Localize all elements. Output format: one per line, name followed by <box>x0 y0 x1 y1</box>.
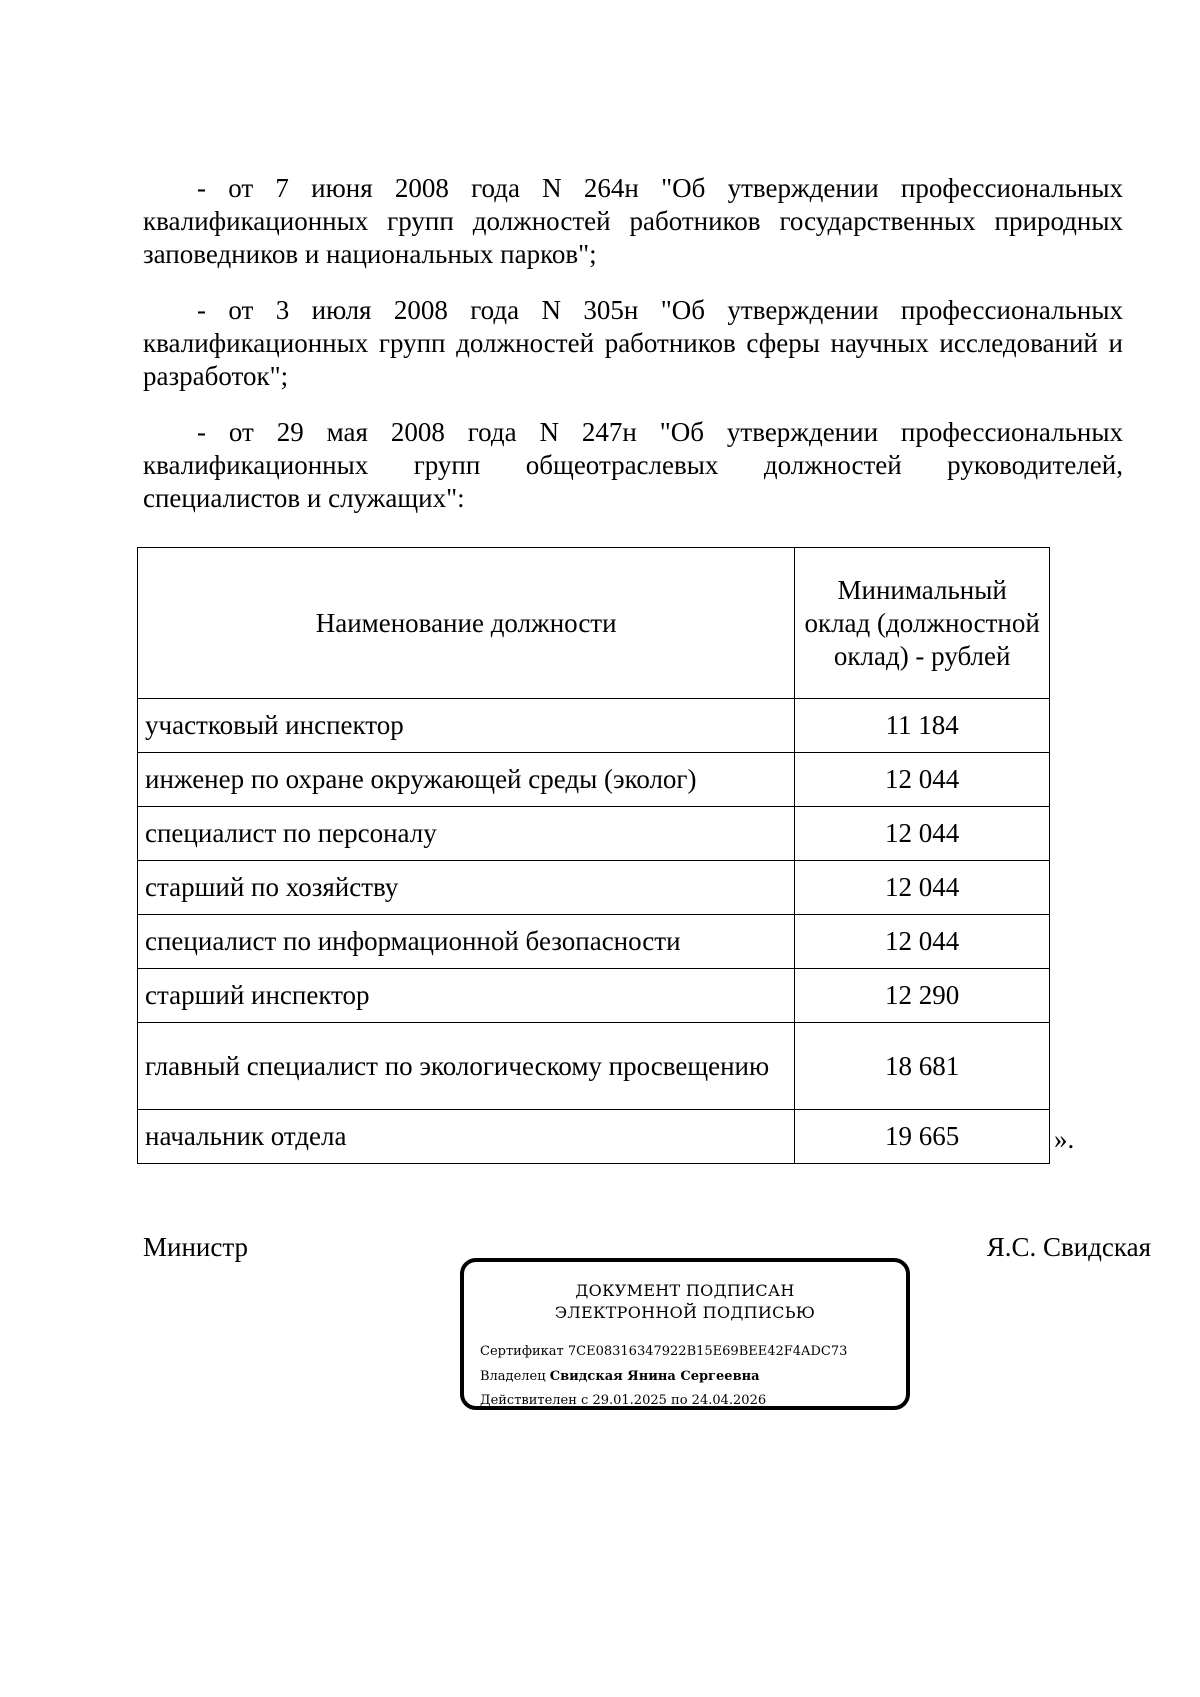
salary-value-cell: 12 044 <box>795 915 1050 969</box>
stamp-owner <box>480 1368 760 1386</box>
salary-value-cell: 12 044 <box>795 807 1050 861</box>
electronic-signature-stamp <box>460 1258 910 1410</box>
salary-value-cell: 11 184 <box>795 699 1050 753</box>
salary-value-cell: 19 665 <box>795 1110 1050 1164</box>
salary-value-cell: 12 044 <box>795 861 1050 915</box>
salary-table <box>137 547 1050 1164</box>
table-row <box>138 699 1050 753</box>
stamp-validity <box>480 1392 766 1410</box>
stamp-title-line: ЭЛЕКТРОННОЙ ПОДПИСЬЮ <box>554 1303 816 1322</box>
position-name-cell: участковый инспектор <box>138 699 795 753</box>
validity-to-label: по <box>671 1393 688 1408</box>
certificate-label: Сертификат <box>480 1344 564 1359</box>
owner-label: Владелец <box>480 1369 546 1384</box>
stamp-title <box>464 1280 906 1324</box>
position-name-cell: старший инспектор <box>138 969 795 1023</box>
certificate-value: 7CE08316347922B15E69BEE42F4ADC73 <box>567 1344 848 1359</box>
valid-to: 24.04.2026 <box>691 1393 767 1408</box>
salary-value-cell: 12 044 <box>795 753 1050 807</box>
salary-table-header-row <box>138 548 1050 699</box>
table-row <box>138 861 1050 915</box>
position-name-cell: старший по хозяйству <box>138 861 795 915</box>
paragraph-order-247n: - от 29 мая 2008 года N 247н "Об утверждении профессиональных квалификационных групп общеотраслевых должностей руководителей, специалистов и служащих": <box>143 417 1123 513</box>
header-position-name: Наименование должности <box>138 548 795 699</box>
position-name-cell: начальник отдела <box>138 1110 795 1164</box>
position-name-cell: главный специалист по экологическому просвещению <box>138 1023 795 1110</box>
signer-position: Министр <box>143 1232 248 1262</box>
salary-value-cell: 18 681 <box>795 1023 1050 1110</box>
closing-quote-mark: ». <box>1054 1124 1075 1154</box>
owner-value: Свидская Янина Сергеевна <box>549 1369 760 1384</box>
stamp-certificate <box>480 1343 847 1361</box>
table-row <box>138 1023 1050 1110</box>
table-row <box>138 753 1050 807</box>
signer-name: Я.С. Свидская <box>986 1232 1151 1262</box>
paragraph-order-305n: - от 3 июля 2008 года N 305н "Об утверждении профессиональных квалификационных групп должностей работников сферы научных исследований и разработок"; <box>143 295 1123 391</box>
table-row <box>138 969 1050 1023</box>
paragraph-order-264n: - от 7 июня 2008 года N 264н "Об утверждении профессиональных квалификационных групп должностей работников государственных природных заповедников и национальных парков"; <box>143 173 1123 269</box>
valid-from: 29.01.2025 <box>592 1393 667 1408</box>
position-name-cell: инженер по охране окружающей среды (эколог) <box>138 753 795 807</box>
validity-label: Действителен с <box>480 1393 589 1408</box>
stamp-title-line: ДОКУМЕНТ ПОДПИСАН <box>575 1281 795 1300</box>
table-row <box>138 1110 1050 1164</box>
header-minimum-salary: Минимальный оклад (должностной оклад) - рублей <box>795 548 1050 699</box>
table-row <box>138 807 1050 861</box>
position-name-cell: специалист по информационной безопасности <box>138 915 795 969</box>
salary-value-cell: 12 290 <box>795 969 1050 1023</box>
position-name-cell: специалист по персоналу <box>138 807 795 861</box>
table-row <box>138 915 1050 969</box>
